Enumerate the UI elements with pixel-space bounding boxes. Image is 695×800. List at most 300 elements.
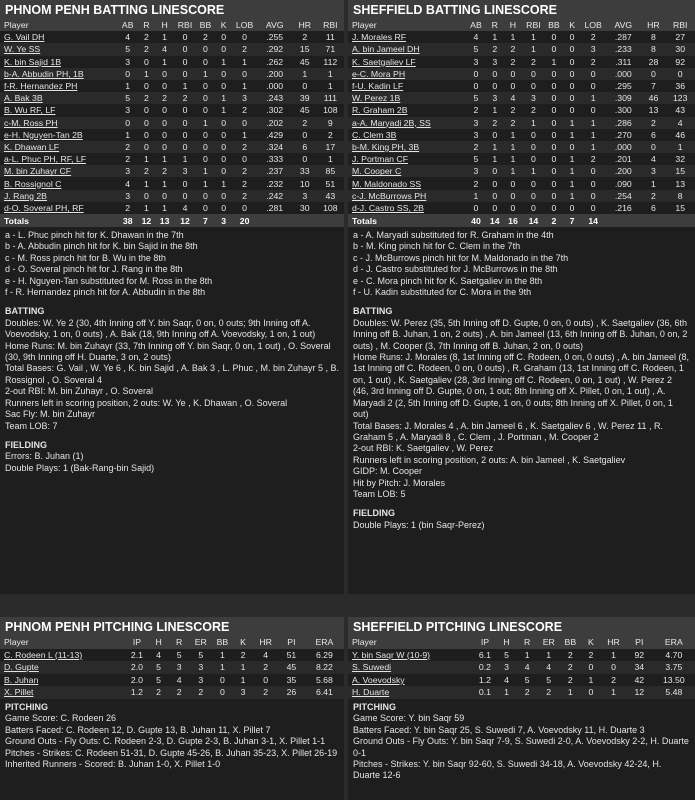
- player-link[interactable]: G. Vail DH: [0, 31, 118, 43]
- player-link[interactable]: X. Pillet: [0, 686, 126, 699]
- stat-cell: 2: [137, 31, 155, 43]
- column-header: HR: [253, 636, 278, 649]
- stat-cell: .300: [605, 104, 641, 116]
- stat-cell: 0: [563, 92, 581, 104]
- player-link[interactable]: f-R. Hernandez PH: [0, 80, 118, 92]
- stat-cell: .242: [257, 190, 293, 202]
- stat-cell: 8: [665, 190, 695, 202]
- column-header: Player: [0, 19, 118, 31]
- totals-cell: [293, 214, 317, 227]
- stat-cell: .302: [257, 104, 293, 116]
- totals-cell: [642, 214, 666, 227]
- stat-cell: 6.29: [305, 649, 344, 662]
- note-line: 2-out RBI: K. Saetgaliev , W. Perez: [353, 443, 494, 454]
- stat-cell: 0: [293, 153, 317, 165]
- stat-cell: 1: [496, 686, 517, 699]
- sheffield-pitching-panel: [348, 617, 695, 800]
- note-line: Hit by Pitch: J. Morales: [353, 477, 446, 488]
- stat-cell: 0: [522, 177, 545, 189]
- stat-cell: 13.50: [653, 674, 695, 687]
- stat-cell: 112: [317, 56, 344, 68]
- stat-cell: 108: [317, 202, 344, 214]
- table-row: [348, 43, 695, 55]
- column-header: LOB: [581, 19, 605, 31]
- stat-cell: 1: [233, 56, 257, 68]
- table-row: [348, 153, 695, 165]
- stat-cell: 1: [156, 177, 174, 189]
- player-link[interactable]: J. Morales RF: [348, 31, 466, 43]
- totals-cell: 3: [215, 214, 233, 227]
- stat-cell: 4: [504, 92, 522, 104]
- stat-cell: 2: [118, 202, 137, 214]
- stat-cell: 8: [642, 43, 666, 55]
- totals-row: [348, 214, 695, 227]
- stat-cell: 0: [581, 190, 605, 202]
- player-link[interactable]: B. Wu RF, LF: [0, 104, 118, 116]
- stat-cell: 43: [665, 104, 695, 116]
- column-header: K: [215, 19, 233, 31]
- stat-cell: 0: [174, 141, 197, 153]
- player-link[interactable]: M. Cooper C: [348, 165, 466, 177]
- column-header: AVG: [257, 19, 293, 31]
- stat-cell: 0: [196, 153, 214, 165]
- stat-cell: 1: [317, 153, 344, 165]
- stat-cell: .232: [257, 177, 293, 189]
- stat-cell: 1: [137, 153, 155, 165]
- stat-cell: 0: [215, 117, 233, 129]
- stat-cell: 1: [466, 190, 485, 202]
- stat-cell: 4: [665, 117, 695, 129]
- stat-cell: 0: [545, 165, 563, 177]
- player-link[interactable]: M. bin Zuhayr CF: [0, 165, 118, 177]
- stat-cell: 0: [215, 80, 233, 92]
- stat-cell: 43: [317, 190, 344, 202]
- stat-cell: 0: [233, 68, 257, 80]
- stat-cell: 0: [581, 202, 605, 214]
- player-link[interactable]: A. Bak 3B: [0, 92, 118, 104]
- column-header: R: [137, 19, 155, 31]
- stat-cell: 0: [581, 165, 605, 177]
- stat-cell: 0: [486, 80, 504, 92]
- stat-cell: 2: [466, 104, 485, 116]
- table-row: [348, 129, 695, 141]
- stat-cell: 0: [215, 43, 233, 55]
- totals-row: [0, 214, 344, 227]
- player-link[interactable]: c-J. McBurrows PH: [348, 190, 466, 202]
- stat-cell: .255: [257, 31, 293, 43]
- stat-cell: 2: [233, 43, 257, 55]
- column-header: IP: [474, 636, 497, 649]
- stat-cell: 2: [189, 686, 212, 699]
- stat-cell: 0: [601, 661, 626, 674]
- stat-cell: 2: [642, 190, 666, 202]
- stat-cell: 2: [517, 686, 538, 699]
- player-link[interactable]: f-U. Kadin LF: [348, 80, 466, 92]
- stat-cell: 0: [563, 56, 581, 68]
- stat-cell: 51: [317, 177, 344, 189]
- stat-cell: 7: [642, 80, 666, 92]
- stat-cell: 2: [537, 686, 560, 699]
- stat-cell: 0: [118, 117, 137, 129]
- stat-cell: 1: [317, 80, 344, 92]
- note-line: d - J. Castro substituted for J. McBurrows in the 8th: [353, 264, 558, 275]
- table-row: [0, 661, 344, 674]
- table-row: [0, 56, 344, 68]
- stat-cell: 0: [212, 686, 233, 699]
- totals-cell: Totals: [348, 214, 466, 227]
- stat-cell: 1: [545, 56, 563, 68]
- totals-cell: 38: [118, 214, 137, 227]
- batting-notes: [353, 318, 690, 501]
- stat-cell: 0: [174, 56, 197, 68]
- stat-cell: 0: [156, 104, 174, 116]
- stat-cell: 1: [156, 153, 174, 165]
- stat-cell: 1.2: [126, 686, 149, 699]
- player-link[interactable]: Y. bin Saqr W (10-9): [348, 649, 474, 662]
- stat-cell: 26: [278, 686, 305, 699]
- column-header: IP: [126, 636, 149, 649]
- stat-cell: 2: [233, 190, 257, 202]
- player-link[interactable]: a-L. Phuc PH, RF, LF: [0, 153, 118, 165]
- stat-cell: 2: [560, 649, 581, 662]
- stat-cell: 3: [466, 117, 485, 129]
- stat-cell: 46: [642, 92, 666, 104]
- stat-cell: 2: [522, 56, 545, 68]
- stat-cell: 2: [233, 141, 257, 153]
- stat-cell: 1: [156, 56, 174, 68]
- player-link[interactable]: C. Clem 3B: [348, 129, 466, 141]
- table-row: [348, 165, 695, 177]
- totals-cell: 7: [563, 214, 581, 227]
- stat-cell: 3: [189, 661, 212, 674]
- stat-cell: 0: [642, 141, 666, 153]
- stat-cell: .000: [605, 68, 641, 80]
- stat-cell: 2.0: [126, 661, 149, 674]
- note-line: Runners left in scoring position, 2 outs: W. Ye , K. Dhawan , O. Soveral: [5, 397, 288, 408]
- stat-cell: 1: [233, 674, 254, 687]
- sheffield-batting-panel: [348, 0, 695, 594]
- stat-cell: 0: [563, 104, 581, 116]
- stat-cell: 3: [466, 129, 485, 141]
- stat-cell: 0: [156, 141, 174, 153]
- stat-cell: 0: [563, 80, 581, 92]
- stat-cell: 0: [215, 129, 233, 141]
- note-line: Game Score: Y. bin Saqr 59: [353, 713, 465, 724]
- note-line: 2-out RBI: M. bin Zuhayr , O. Soveral: [5, 386, 154, 397]
- stat-cell: 0: [137, 56, 155, 68]
- stat-cell: 4: [118, 31, 137, 43]
- stat-cell: 1: [601, 649, 626, 662]
- stat-cell: 0: [174, 104, 197, 116]
- column-header: R: [169, 636, 190, 649]
- stat-cell: 0: [196, 202, 214, 214]
- stat-cell: .000: [257, 80, 293, 92]
- totals-cell: 40: [466, 214, 485, 227]
- stat-cell: 0: [196, 56, 214, 68]
- stat-cell: 2: [233, 104, 257, 116]
- stat-cell: 0: [504, 202, 522, 214]
- column-header: H: [156, 19, 174, 31]
- totals-cell: 12: [137, 214, 155, 227]
- stat-cell: 0: [665, 68, 695, 80]
- stat-cell: 2: [169, 686, 190, 699]
- player-link[interactable]: K. bin Sajid 1B: [0, 56, 118, 68]
- stat-cell: .216: [605, 202, 641, 214]
- phnom-penh-pitching-panel: [0, 617, 344, 800]
- column-header: H: [496, 636, 517, 649]
- stat-cell: 0: [486, 190, 504, 202]
- stat-cell: 34: [626, 661, 653, 674]
- table-row: [348, 190, 695, 202]
- stat-cell: 0: [156, 80, 174, 92]
- stat-cell: 0: [545, 92, 563, 104]
- player-link[interactable]: J. Portman CF: [348, 153, 466, 165]
- stat-cell: 33: [293, 165, 317, 177]
- column-header: ER: [537, 636, 560, 649]
- fielding-heading: FIELDING: [353, 508, 395, 519]
- stat-cell: 0: [196, 80, 214, 92]
- stat-cell: 0: [563, 141, 581, 153]
- table-row: [0, 177, 344, 189]
- table-row: [0, 649, 344, 662]
- stat-cell: 1: [504, 31, 522, 43]
- note-line: c - M. Ross pinch hit for B. Wu in the 8th: [5, 252, 166, 263]
- stat-cell: 1: [233, 129, 257, 141]
- player-link[interactable]: a-A. Maryadi 2B, SS: [348, 117, 466, 129]
- table-row: [0, 80, 344, 92]
- stat-cell: 0: [293, 129, 317, 141]
- stat-cell: 0: [212, 674, 233, 687]
- stat-cell: 0: [545, 141, 563, 153]
- player-link[interactable]: W. Perez 1B: [348, 92, 466, 104]
- player-link[interactable]: K. Dhawan LF: [0, 141, 118, 153]
- stat-cell: 42: [626, 674, 653, 687]
- player-link[interactable]: K. Saetgaliev LF: [348, 56, 466, 68]
- stat-cell: 2.1: [126, 649, 149, 662]
- stat-cell: 1: [293, 68, 317, 80]
- stat-cell: 2: [293, 31, 317, 43]
- stat-cell: .243: [257, 92, 293, 104]
- stat-cell: 0: [545, 31, 563, 43]
- note-line: d - O. Soveral pinch hit for J. Rang in the 8th: [5, 264, 183, 275]
- player-link[interactable]: e-H. Nguyen-Tan 2B: [0, 129, 118, 141]
- stat-cell: 2: [504, 104, 522, 116]
- stat-cell: 5: [466, 43, 485, 55]
- stat-cell: 2: [522, 104, 545, 116]
- player-link[interactable]: c-M. Ross PH: [0, 117, 118, 129]
- stat-cell: 4: [466, 31, 485, 43]
- column-header: Player: [348, 19, 466, 31]
- player-link[interactable]: B. Juhan: [0, 674, 126, 687]
- player-link[interactable]: d-J. Castro SS, 2B: [348, 202, 466, 214]
- player-link[interactable]: b-M. King PH, 3B: [348, 141, 466, 153]
- stat-cell: 4: [253, 649, 278, 662]
- totals-cell: 13: [156, 214, 174, 227]
- note-line: f - R. Hernandez pinch hit for A. Abbudin in the 8th: [5, 287, 206, 298]
- stat-cell: 5: [466, 92, 485, 104]
- batting-heading: BATTING: [5, 306, 45, 317]
- player-link[interactable]: D. Gupte: [0, 661, 126, 674]
- stat-cell: 2: [581, 153, 605, 165]
- batting-heading: BATTING: [353, 306, 393, 317]
- stat-cell: 0: [215, 190, 233, 202]
- note-line: Batters Faced: Y. bin Saqr 25, S. Suwedi 7, A. Voevodsky 11, H. Duarte 3: [353, 724, 645, 735]
- table-row: [348, 649, 695, 662]
- stat-cell: 1: [118, 80, 137, 92]
- note-line: a - L. Phuc pinch hit for K. Dhawan in the 7th: [5, 230, 184, 240]
- stat-cell: 2: [504, 117, 522, 129]
- player-link[interactable]: M. Maldonado SS: [348, 177, 466, 189]
- stat-cell: 2: [118, 153, 137, 165]
- note-line: Pitches - Strikes: Y. bin Saqr 92-60, S. Suwedi 34-18, A. Voevodsky 42-24, H. Duarte 12-6: [353, 759, 662, 781]
- table-row: [348, 56, 695, 68]
- stat-cell: 12: [626, 686, 653, 699]
- column-header: H: [504, 19, 522, 31]
- stat-cell: 3: [174, 165, 197, 177]
- stat-cell: 45: [293, 104, 317, 116]
- stat-cell: 8.22: [305, 661, 344, 674]
- subs-list: [5, 230, 339, 298]
- fielding-notes: [5, 451, 339, 474]
- player-link[interactable]: e-C. Mora PH: [348, 68, 466, 80]
- stat-cell: 0: [563, 31, 581, 43]
- stat-cell: 0: [504, 80, 522, 92]
- stat-cell: 35: [278, 674, 305, 687]
- player-link[interactable]: d-O. Soveral PH, RF: [0, 202, 118, 214]
- column-header: AVG: [605, 19, 641, 31]
- table-row: [0, 165, 344, 177]
- stat-cell: 1: [215, 177, 233, 189]
- table-row: [0, 43, 344, 55]
- stat-cell: 1: [504, 141, 522, 153]
- pitching-heading: PITCHING: [5, 701, 49, 712]
- totals-cell: [605, 214, 641, 227]
- stat-cell: 0: [504, 68, 522, 80]
- fielding-heading: FIELDING: [5, 439, 47, 450]
- stat-cell: 5.68: [305, 674, 344, 687]
- player-link[interactable]: J. Rang 2B: [0, 190, 118, 202]
- player-link[interactable]: H. Duarte: [348, 686, 474, 699]
- panel-title: PHNOM PENH BATTING LINESCORE: [0, 0, 344, 19]
- table-row: [0, 190, 344, 202]
- stat-cell: 6.1: [474, 649, 497, 662]
- table-row: [348, 68, 695, 80]
- stat-cell: 0: [215, 153, 233, 165]
- column-header: R: [517, 636, 538, 649]
- stat-cell: 3.75: [653, 661, 695, 674]
- table-row: [0, 141, 344, 153]
- player-link[interactable]: R. Graham 2B: [348, 104, 466, 116]
- table-row: [0, 31, 344, 43]
- stat-cell: 4: [537, 661, 560, 674]
- stat-cell: .202: [257, 117, 293, 129]
- player-link[interactable]: C. Rodeen L (11-13): [0, 649, 126, 662]
- stat-cell: 0: [522, 153, 545, 165]
- stat-cell: 1: [504, 153, 522, 165]
- stat-cell: 2: [118, 141, 137, 153]
- stat-cell: 0: [581, 68, 605, 80]
- stat-cell: 0: [196, 92, 214, 104]
- stat-cell: 15: [665, 165, 695, 177]
- player-link[interactable]: A. Voevodsky: [348, 674, 474, 687]
- stat-cell: 5: [189, 649, 212, 662]
- stat-cell: 2: [137, 92, 155, 104]
- stat-cell: 1: [522, 165, 545, 177]
- stat-cell: 2: [233, 177, 257, 189]
- stat-cell: 0: [504, 190, 522, 202]
- column-header: ER: [189, 636, 212, 649]
- stat-cell: .324: [257, 141, 293, 153]
- stat-cell: .201: [605, 153, 641, 165]
- column-header: Player: [348, 636, 474, 649]
- table-row: [0, 202, 344, 214]
- stat-cell: 1: [642, 177, 666, 189]
- stat-cell: 1: [522, 117, 545, 129]
- stat-cell: 0: [233, 153, 257, 165]
- player-link[interactable]: B. Rossignol C: [0, 177, 118, 189]
- stat-cell: 0.2: [474, 661, 497, 674]
- stat-cell: 1: [581, 117, 605, 129]
- stat-cell: 17: [317, 141, 344, 153]
- stat-cell: 0: [215, 141, 233, 153]
- stat-cell: 0: [522, 80, 545, 92]
- stat-cell: 2: [601, 674, 626, 687]
- column-header: RBI: [522, 19, 545, 31]
- stat-cell: 1: [581, 674, 602, 687]
- player-link[interactable]: A. bin Jameel DH: [348, 43, 466, 55]
- stat-cell: 1: [137, 177, 155, 189]
- notes: [0, 227, 344, 477]
- stat-cell: 0: [215, 68, 233, 80]
- player-link[interactable]: W. Ye SS: [0, 43, 118, 55]
- player-link[interactable]: S. Suwedi: [348, 661, 474, 674]
- totals-cell: Totals: [0, 214, 118, 227]
- stat-cell: 8: [642, 31, 666, 43]
- player-link[interactable]: b-A. Abbudin PH, 1B: [0, 68, 118, 80]
- note-line: Sac Fly: M. bin Zuhayr: [5, 409, 96, 420]
- stat-cell: 0: [137, 80, 155, 92]
- stat-cell: 0: [196, 43, 214, 55]
- stat-cell: 15: [293, 43, 317, 55]
- table-row: [348, 661, 695, 674]
- stat-cell: 0: [581, 80, 605, 92]
- stat-cell: 3: [118, 104, 137, 116]
- table-row: [348, 141, 695, 153]
- phnom-penh-batting-panel: [0, 0, 344, 594]
- stat-cell: 1: [212, 661, 233, 674]
- stat-cell: 0: [174, 43, 197, 55]
- stat-cell: 1: [118, 129, 137, 141]
- stat-cell: 6.41: [305, 686, 344, 699]
- stat-cell: 3: [466, 165, 485, 177]
- note-line: Double Plays: 1 (Bak-Rang-bin Sajid): [5, 462, 155, 473]
- column-header: Player: [0, 636, 126, 649]
- stat-cell: 2: [137, 165, 155, 177]
- totals-cell: [257, 214, 293, 227]
- stat-cell: 4: [118, 177, 137, 189]
- stat-cell: 1: [665, 141, 695, 153]
- stat-cell: 0: [545, 190, 563, 202]
- stat-cell: 0: [174, 129, 197, 141]
- stat-cell: 2: [317, 129, 344, 141]
- stat-cell: 0: [581, 104, 605, 116]
- column-header: H: [148, 636, 169, 649]
- stat-cell: 92: [665, 56, 695, 68]
- stat-cell: 30: [293, 202, 317, 214]
- column-header: ERA: [305, 636, 344, 649]
- table-row: [348, 104, 695, 116]
- note-line: Errors: B. Juhan (1): [5, 451, 84, 462]
